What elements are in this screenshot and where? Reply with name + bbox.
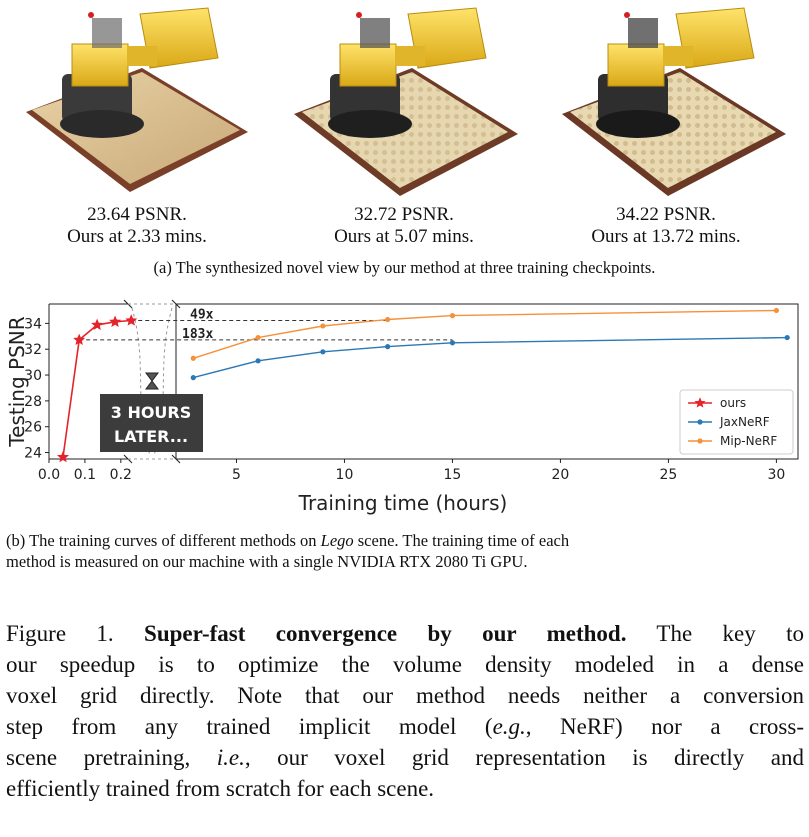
x-tick-label: 10	[335, 467, 354, 483]
jaxnerf-point	[320, 349, 325, 354]
jaxnerf-point	[385, 344, 390, 349]
y-axis-label: Testing PSNR	[5, 316, 29, 447]
y-tick-label: 28	[24, 393, 42, 410]
caption-text: The key to	[656, 621, 804, 646]
lego-render-2	[290, 4, 520, 200]
training-curves-chart	[0, 294, 809, 524]
mipnerf-point	[320, 323, 325, 328]
jaxnerf-point	[450, 340, 455, 345]
scene-name: Lego	[320, 531, 354, 550]
x-tick-label: 20	[551, 467, 570, 483]
train-time: Ours at 13.72 mins.	[591, 226, 741, 247]
checkpoint-label-2	[274, 204, 534, 248]
mipnerf-point	[255, 335, 260, 340]
caption-text: scene pretraining,	[6, 745, 217, 770]
mipnerf-line	[193, 311, 776, 359]
x-tick-label: 0.2	[109, 467, 132, 483]
caption-text: step from any trained implicit model (	[6, 714, 493, 739]
psnr-value: 32.72 PSNR.	[354, 204, 454, 225]
mipnerf-point	[450, 313, 455, 318]
x-tick-label: 0.0	[37, 467, 61, 483]
legend-label: ours	[720, 396, 747, 410]
x-tick-label: 30	[767, 467, 786, 483]
legend-label: JaxNeRF	[720, 415, 770, 429]
panel-b-caption	[6, 530, 806, 572]
caption-text: , our voxel grid representation is directly and	[244, 745, 804, 770]
ours-point	[58, 452, 68, 461]
speedup-label-183x: 183x	[182, 326, 214, 342]
x-axis-label: Training time (hours)	[298, 491, 508, 515]
x-tick-label: 0.1	[73, 467, 97, 483]
jaxnerf-point	[191, 375, 196, 380]
lego-render-3	[558, 4, 788, 200]
ours-point	[110, 317, 120, 326]
x-tick-label: 15	[443, 467, 462, 483]
speedup-label-49x: 49x	[190, 307, 214, 323]
x-tick-label: 5	[232, 467, 241, 483]
legend-label: Mip-NeRF	[720, 434, 778, 448]
figure-caption	[6, 618, 804, 804]
train-time: Ours at 2.33 mins.	[67, 226, 207, 247]
hourglass-icon	[146, 373, 158, 389]
y-tick-label: 30	[24, 368, 42, 385]
checkpoint-label-3	[536, 204, 796, 248]
y-tick-label: 24	[24, 445, 42, 462]
caption-text: efficiently trained from scratch for each scene.	[6, 776, 435, 801]
jaxnerf-line	[193, 338, 787, 378]
y-tick-label: 26	[24, 419, 42, 436]
panel-a-caption: (a) The synthesized novel view by our method at three training checkpoints.	[153, 258, 656, 277]
mipnerf-point	[385, 317, 390, 322]
mipnerf-point	[191, 356, 196, 361]
checkpoint-label-1	[7, 204, 267, 248]
caption-text: voxel grid directly. Note that our method needs neither a conversion	[6, 683, 804, 708]
figure-label: Figure 1.	[6, 621, 114, 646]
lego-render-1	[22, 4, 252, 200]
caption-text: scene. The training time of each	[353, 531, 570, 550]
jaxnerf-point	[785, 335, 790, 340]
jaxnerf-point	[255, 358, 260, 363]
figure-title: Super-fast convergence by our method.	[144, 621, 627, 646]
caption-text: method is measured on our machine with a single NVIDIA RTX 2080 Ti GPU.	[6, 552, 528, 571]
y-tick-label: 32	[24, 342, 42, 359]
psnr-value: 23.64 PSNR.	[87, 204, 187, 225]
x-tick-label: 25	[659, 467, 678, 483]
caption-text: our speedup is to optimize the volume density modeled in a dense	[6, 652, 804, 677]
caption-text: (b) The training curves of different methods on	[6, 531, 321, 550]
psnr-value: 34.22 PSNR.	[616, 204, 716, 225]
y-tick-label: 34	[24, 316, 42, 333]
caption-text: i.e.	[216, 745, 245, 770]
legend-marker	[697, 419, 702, 424]
legend-marker	[697, 438, 702, 443]
gap-label-line1: 3 HOURS	[110, 403, 192, 422]
caption-text: , NeRF) nor a cross-	[525, 714, 804, 739]
mipnerf-point	[774, 308, 779, 313]
caption-text: e.g.	[492, 714, 526, 739]
train-time: Ours at 5.07 mins.	[334, 226, 474, 247]
gap-label-line2: LATER...	[113, 427, 189, 446]
